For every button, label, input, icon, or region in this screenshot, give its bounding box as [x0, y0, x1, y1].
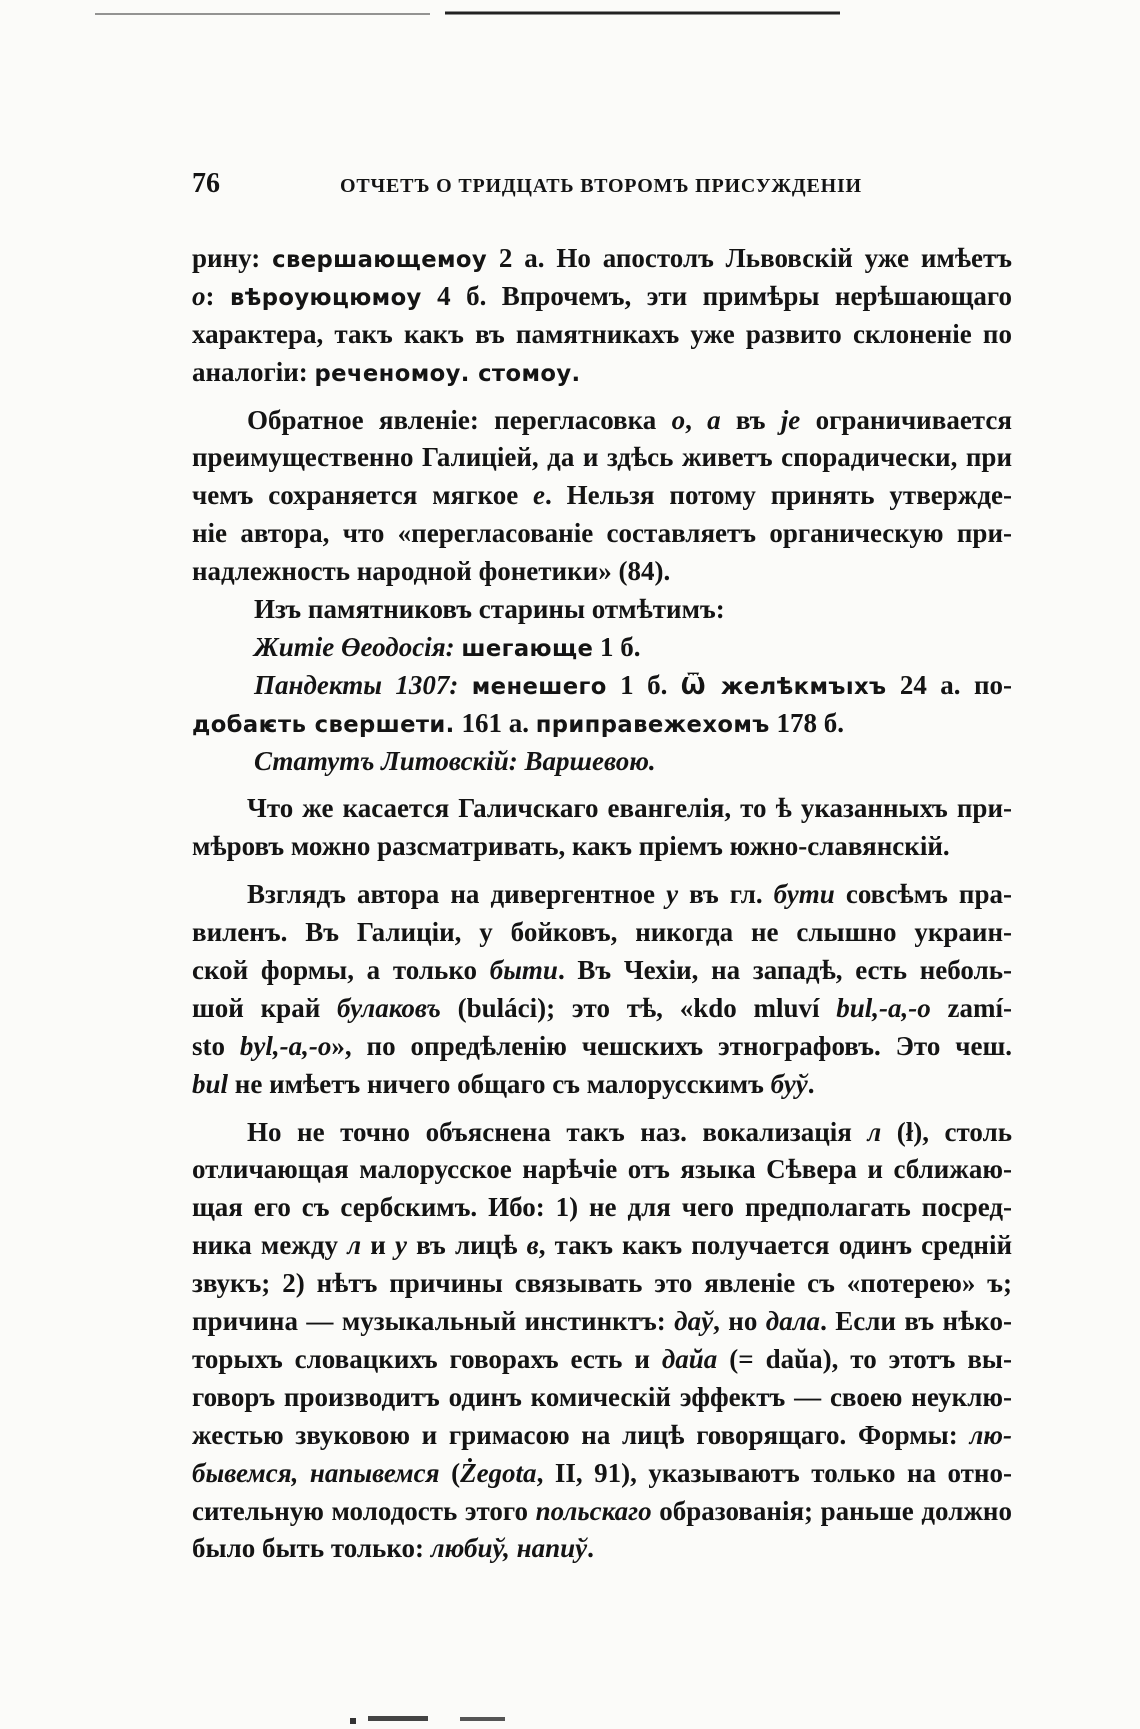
text-line: торыхъ словацкихъ говорахъ есть и даŭа (= daŭa), то этотъ вы-: [192, 1343, 1012, 1374]
text-line: аналогіи: реченомоу. стомоу.: [192, 356, 581, 387]
text-line: ніе автора, что «перегласованіе составляетъ органическую при-: [192, 518, 1012, 549]
text-line: причина — музыкальный инстинктъ: даў, но дала. Если въ нѣко-: [192, 1306, 1012, 1337]
text-line: характера, такъ какъ въ памятникахъ уже развито склоненіе по: [192, 318, 1012, 349]
text-line: отличающая малорусское нарѣчіе отъ языка Сѣвера и сближаю-: [192, 1154, 1012, 1185]
text-line: чемъ сохраняется мягкое е. Нельзя потому принять утвержде-: [192, 480, 1012, 511]
text-line: звукъ; 2) нѣтъ причины связывать это явленіе съ «потерею» ъ;: [192, 1268, 1012, 1299]
top-edge-rules: [0, 0, 1140, 40]
text-line: виленъ. Въ Галиціи, у бойковъ, никогда не слышно украин-: [192, 917, 1012, 948]
body-text: [192, 240, 1012, 1568]
text-line: Пандекты 1307: менешего 1 б. Ѿ желѣкмъıхъ 24 а. по-: [254, 669, 1012, 700]
text-line: сительную молодость этого польскаго образованія; раньше должно: [192, 1495, 1012, 1526]
text-line: Но не точно объяснена такъ наз. вокализація л (ł), столь: [247, 1116, 1012, 1147]
text-line: ской формы, а только быти. Въ Чехіи, на западѣ, есть неболь-: [192, 955, 1012, 986]
text-line: говоръ производитъ одинъ комическій эффектъ — своею неуклю-: [192, 1381, 1012, 1412]
text-line: ника между л и у въ лицѣ в, такъ какъ получается одинъ средній: [192, 1230, 1013, 1261]
text-line: Что же касается Галичскаго евангелія, то ѣ указанныхъ при-: [247, 793, 1012, 824]
text-line: мѣровъ можно разсматривать, какъ пріемъ южно-славянскій.: [192, 831, 950, 862]
text-line: надлежность народной фонетики» (84).: [192, 556, 671, 587]
text-line: Статутъ Литовскій: Варшевою.: [254, 745, 656, 776]
page-number: 76: [192, 168, 220, 199]
bottom-edge-marks: [330, 1708, 630, 1728]
text-line: Житіе Өеодосія: шегающе 1 б.: [254, 631, 641, 662]
text-line: Взглядъ автора на дивергентное у въ гл. бути совсѣмъ пра-: [247, 879, 1012, 910]
text-line: Обратное явленіе: перегласовка о, а въ je ограничивается: [247, 404, 1012, 435]
text-line: было быть только: любиў, напиў.: [192, 1533, 594, 1564]
running-title: ОТЧЕТЪ О ТРИДЦАТЬ ВТОРОМЪ ПРИСУЖДЕНІИ: [340, 175, 862, 197]
text-line: бывемся, напывемся (Żegota, II, 91), указываютъ только на отно-: [192, 1457, 1012, 1488]
text-line: sto byl,-a,-o», по опредѣленію чешскихъ этнографовъ. Это чеш.: [192, 1030, 1013, 1061]
text-line: жестью звуковою и гримасою на лицѣ говорящаго. Формы: лю-: [192, 1419, 1012, 1450]
text-line: преимущественно Галиціей, да и здѣсь живетъ спорадически, при: [192, 442, 1012, 473]
text-line: шой край булаковъ (bulácі); это тѣ, «kdo mluví bul,-a,-o zamí-: [192, 992, 1012, 1023]
text-line: Изъ памятниковъ старины отмѣтимъ:: [254, 594, 725, 625]
text-line: о: вѣроуюцюмоу 4 б. Впрочемъ, эти примѣры нерѣшающаго: [192, 280, 1012, 311]
text-line: рину: свершающемоу 2 а. Но апостолъ Львовскій уже имѣетъ: [192, 243, 1013, 273]
text-line: щая его съ сербскимъ. Ибо: 1) не для чего предполагать посред-: [192, 1192, 1012, 1223]
text-line: bul не имѣетъ ничего общаго съ малорусскимъ буў.: [192, 1068, 815, 1099]
text-line: добаѥть свершети. 161 а. приправежехомъ 178 б.: [192, 707, 844, 738]
